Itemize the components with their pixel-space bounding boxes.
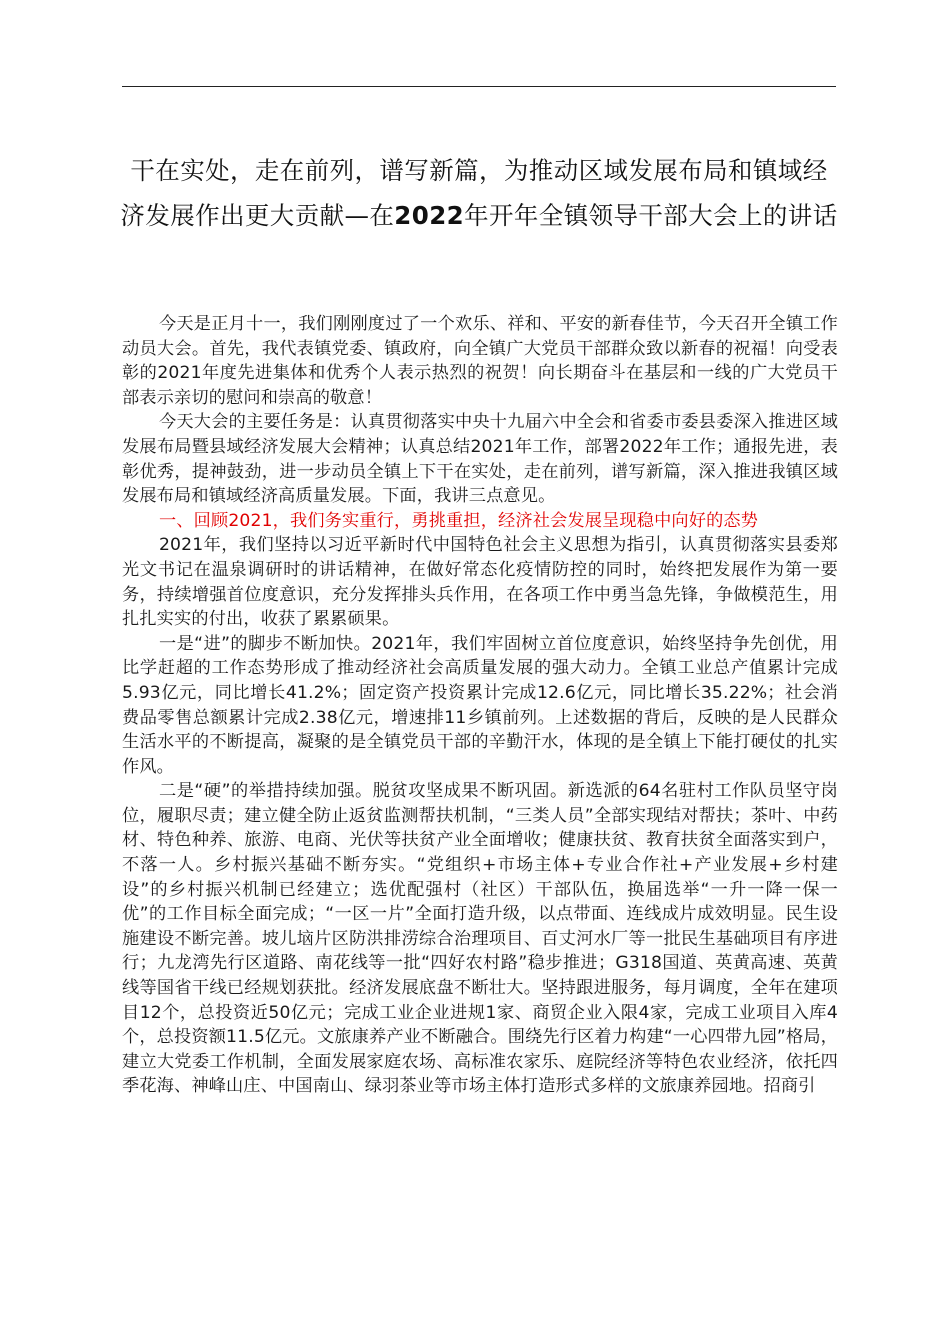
paragraph-main-tasks: 今天大会的主要任务是：认真贯彻落实中央十九届六中全会和省委市委县委深入推进区域发展布局暨县域经济发展大会精神；认真总结2021年工作，部署2022年工作；通报先进，表彰优秀，提神鼓劲，进一步动员全镇上下干在实处，走在前列，谱写新篇，深入推进我镇区域发展布局和镇域经济高质量发展。下面，我讲三点意见。	[122, 412, 838, 507]
title-year: 2022	[394, 201, 465, 230]
document-title	[118, 148, 840, 238]
title-text-part2: 年开年全镇领导干部大会上的讲话	[464, 201, 838, 230]
paragraph-measures: 二是“硬”的举措持续加强。脱贫攻坚成果不断巩固。新选派的64名驻村工作队员坚守岗位，履职尽责；建立健全防止返贫监测帮扶机制，“三类人员”全部实现结对帮扶；茶叶、中药材、特色种养、旅游、电商、光伏等扶贫产业全面增收；健康扶贫、教育扶贫全面落实到户，不落一人。乡村振兴基础不断夯实。“党组织+市场主体+专业合作社+产业发展+乡村建设”的乡村振兴机制已经建立；选优配强村（社区）干部队伍，换届选举“一升一降一保一优”的工作目标全面完成；“一区一片”全面打造升级，以点带面、连线成片成效明显。民生设施建设不断完善。坡儿垴片区防洪排涝综合治理项目、百丈河水厂等一批民生基础项目有序进行；九龙湾先行区道路、南花线等一批“四好农村路”稳步推进；G318国道、英黄高速、英黄线等国省干线已经规划获批。经济发展底盘不断壮大。坚持跟进服务，每月调度，全年在建项目12个，总投资近50亿元；完成工业企业进规1家、商贸企业入限4家，完成工业项目入库4个，总投资额11.5亿元。文旅康养产业不断融合。围绕先行区着力构建“一心四带九园”格局，建立大党委工作机制，全面发展家庭农场、高标准农家乐、庭院经济等特色农业经济，依托四季花海、神峰山庄、中国南山、绿羽茶业等市场主体打造形式多样的文旅康养园地。招商引	[122, 781, 838, 1097]
paragraph-progress: 一是“进”的脚步不断加快。2021年，我们牢固树立首位度意识，始终坚持争先创优，用比学赶超的工作态势形成了推动经济社会高质量发展的强大动力。全镇工业总产值累计完成5.93亿元，同比增长41.2%；固定资产投资累计完成12.6亿元，同比增长35.22%；社会消费品零售总额累计完成2.38亿元，增速排11乡镇前列。上述数据的背后，反映的是人民群众生活水平的不断提高，凝聚的是全镇党员干部的辛勤汗水，体现的是全镇上下能打硬仗的扎实作风。	[122, 633, 838, 777]
header-rule	[122, 86, 836, 87]
title-text-part1: 干在实处，走在前列，谱写新篇，为推动区域发展布局和镇域经济发展作出更大贡献—在	[120, 156, 828, 230]
section-heading-review-2021: 一、回顾2021，我们务实重行，勇挑重担，经济社会发展呈现稳中向好的态势	[158, 510, 759, 531]
paragraph-greeting: 今天是正月十一，我们刚刚度过了一个欢乐、祥和、平安的新春佳节，今天召开全镇工作动员大会。首先，我代表镇党委、镇政府，向全镇广大党员干部群众致以新春的祝福！向受表彰的2021年度先进集体和优秀个人表示热烈的祝贺！向长期奋斗在基层和一线的广大党员干部表示亲切的慰问和崇高的敬意！	[122, 314, 838, 408]
document-body	[122, 312, 838, 1099]
paragraph-review-intro: 2021年，我们坚持以习近平新时代中国特色社会主义思想为指引，认真贯彻落实县委郑光文书记在温泉调研时的讲话精神，在做好常态化疫情防控的同时，始终把发展作为第一要务，持续增强首位度意识，充分发挥排头兵作用，在各项工作中勇当急先锋，争做模范生，用扎扎实实的付出，收获了累累硕果。	[122, 535, 838, 630]
